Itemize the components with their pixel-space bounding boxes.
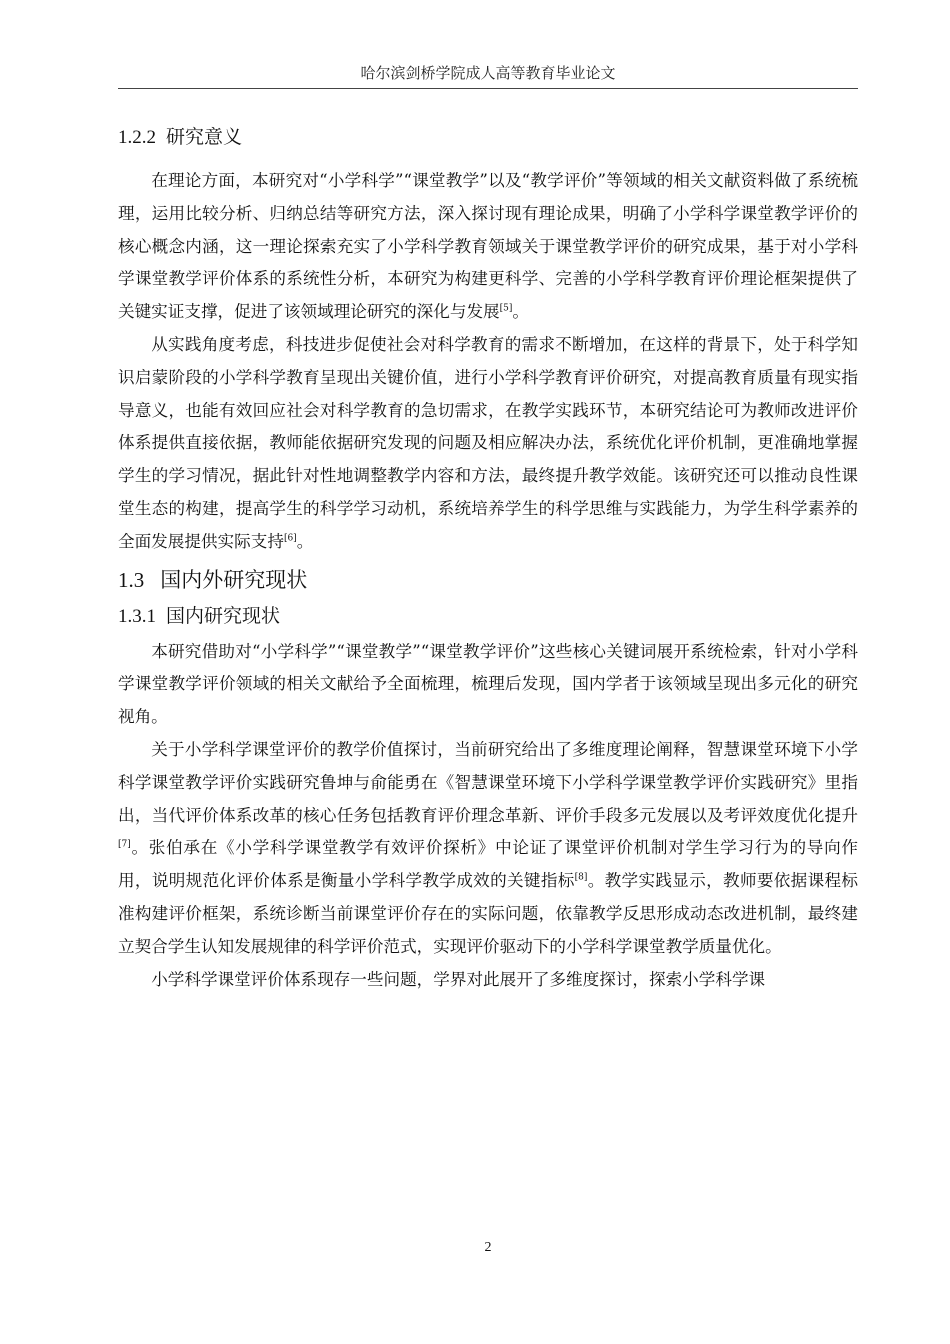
paragraph-practice (118, 329, 858, 559)
paragraph-text: 从实践角度考虑，科技进步促使社会对科学教育的需求不断增加，在这样的背景下，处于科学知识启蒙阶段的小学科学教育呈现出关键价值，进行小学科学教育评价研究，对提高教育质量有现实指导意义，也能有效回应社会对科学教育的急切需求，在教学实践环节，本研究结论可为教师改进评价体系提供直接依据，教师能依据研究发现的问题及相应解决办法，系统优化评价机制，更准确地掌握学生的学习情况，据此针对性地调整教学内容和方法，最终提升教学效能。该研究还可以推动良性课堂生态的构建，提高学生的科学学习动机，系统培养学生的科学思维与实践能力，为学生科学素养的全面发展提供实际支持 (118, 334, 858, 551)
paragraph-tail: 。 (296, 531, 314, 551)
paragraph-text: 本研究借助对“小学科学”“课堂教学”“课堂教学评价”这些核心关键词展开系统检索，针对小学科学课堂教学评价领域的相关文献给予全面梳理，梳理后发现，国内学者于该领域呈现出多元化的研究视角。 (118, 641, 858, 727)
heading-title: 国内研究现状 (166, 604, 281, 627)
paragraph-text: 。教学实践显示，教师要依据课程标准构建评价框架，系统诊断当前课堂评价存在的实际问题，依靠教学反思形成动态改进机制，最终建立契合学生认知发展规律的科学评价范式，实现评价驱动下的小学科学课堂教学质量优化。 (118, 871, 859, 956)
page-number: 2 (484, 1240, 492, 1255)
page-content (118, 122, 858, 996)
paragraph-theory (118, 165, 858, 329)
citation: [8] (574, 872, 588, 883)
paragraph-text: 小学科学课堂评价体系现存一些问题，学界对此展开了多维度探讨，探索小学科学课 (151, 969, 766, 989)
heading-title: 国内外研究现状 (160, 567, 308, 592)
paragraph-retrieval (118, 636, 858, 734)
paragraph-text: 在理论方面，本研究对“小学科学”“课堂教学”以及“教学评价”等领域的相关文献资料做了系统梳理，运用比较分析、归纳总结等研究方法，深入探讨现有理论成果，明确了小学科学课堂教学评价的核心概念内涵，这一理论探索充实了小学科学教育领域关于课堂教学评价的研究成果，基于对小学科学课堂教学评价体系的系统性分析，本研究为构建更科学、完善的小学科学教育评价理论框架提供了关键实证支撑，促进了该领域理论研究的深化与发展 (118, 171, 858, 322)
paragraph-text: 关于小学科学课堂评价的教学价值探讨，当前研究给出了多维度理论阐释，智慧课堂环境下小学科学课堂教学评价实践研究鲁坤与俞能勇在《智慧课堂环境下小学科学课堂教学评价实践研究》里指出，当代评价体系改革的核心任务包括教育评价理念革新、评价手段多元发展以及考评效度优化提升 (118, 739, 858, 825)
paragraph-text: 。张伯承在《小学科学课堂教学有效评价探析》中论证了课堂评价机制对学生学习行为的导向作用，说明规范化评价体系是衡量小学科学教学成效的关键指标 (118, 838, 858, 891)
heading-1-2-2 (118, 122, 858, 153)
citation: [7] (118, 839, 131, 850)
header-rule (118, 88, 858, 89)
heading-1-3 (118, 563, 858, 597)
heading-number: 1.2.2 (118, 127, 156, 148)
heading-number: 1.3.1 (118, 605, 156, 627)
heading-title: 研究意义 (166, 126, 243, 148)
paragraph-tail: 。 (512, 302, 529, 322)
paragraph-problems (118, 964, 858, 997)
heading-1-3-1 (118, 601, 858, 632)
citation: [5] (499, 303, 513, 314)
running-header: 哈尔滨剑桥学院成人高等教育毕业论文 (360, 64, 616, 82)
paragraph-value (118, 734, 858, 964)
heading-number: 1.3 (118, 567, 145, 592)
citation: [6] (283, 533, 297, 544)
